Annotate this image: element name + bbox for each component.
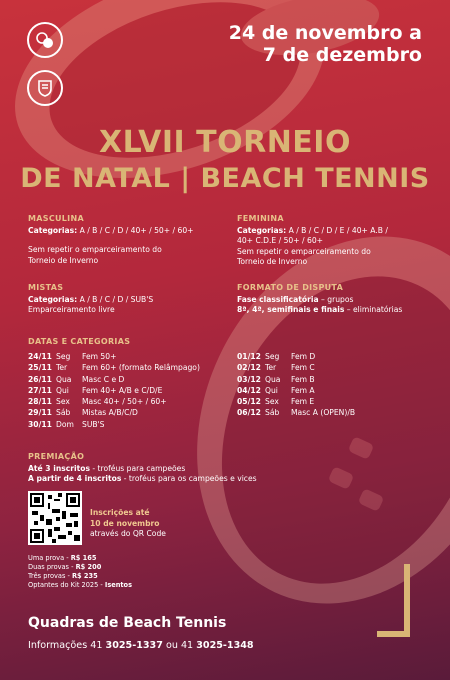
schedule-day: Ter — [56, 363, 68, 373]
schedule-date: 01/12 — [237, 352, 261, 361]
venue-name: Quadras de Beach Tennis — [28, 615, 227, 631]
corner-bracket-decoration — [377, 564, 417, 642]
schedule-date: 30/11 — [28, 419, 52, 429]
qr-code-icon[interactable] — [28, 491, 82, 545]
schedule-cat: Fem 40+ A/B e C/D/E — [82, 385, 163, 395]
schedule-day: Sáb — [56, 408, 71, 418]
schedule-day: Sex — [56, 397, 70, 407]
price-value: R$ 165 — [70, 554, 97, 562]
tennis-balls-icon — [27, 22, 63, 58]
schedule-row — [28, 396, 228, 407]
schedule-day: Ter — [265, 363, 277, 373]
schedule-cat: Fem 60+ (formato Relâmpago) — [82, 363, 200, 373]
schedule-day: Qua — [265, 374, 281, 384]
masculina-note-1: Sem repetir o emparceiramento do — [28, 245, 162, 254]
schedule-row — [28, 385, 228, 396]
schedule-row — [28, 419, 228, 430]
schedule-row — [28, 362, 228, 373]
schedule-row — [28, 374, 228, 385]
masculina-heading: MASCULINA — [28, 214, 84, 223]
formato-line-1-bold: Fase classificatória — [237, 294, 319, 304]
schedule-cat: Fem 50+ — [82, 352, 117, 361]
schedule-row — [237, 362, 432, 373]
formato-line-2-bold: 8ª, 4ª, semifinais e finais — [237, 305, 345, 314]
inscricoes-line-1: Inscrições até — [90, 508, 150, 517]
phone-info — [28, 640, 254, 651]
price-item — [28, 554, 132, 563]
price-label: Duas provas - — [28, 563, 76, 571]
club-crest-icon — [27, 70, 63, 106]
schedule-cat: Fem B — [291, 374, 315, 384]
feminina-note-1: Sem repetir o emparceiramento do — [237, 246, 371, 256]
inscricoes-line-3: através do QR Code — [90, 529, 166, 538]
schedule-cat: Fem C — [291, 363, 315, 373]
formato-line-1-rest: – grupos — [318, 294, 354, 304]
schedule-row — [28, 407, 228, 418]
schedule-date: 05/12 — [237, 397, 261, 407]
mistas-cat-value: A / B / C / D / SUB'S — [77, 294, 154, 304]
schedule-day: Seg — [56, 352, 71, 361]
schedule-date: 24/11 — [28, 352, 52, 361]
schedule-date: 02/12 — [237, 363, 261, 373]
premiacao-heading: PREMIAÇÃO — [28, 452, 85, 461]
dates-line-1: 24 de novembro a — [228, 22, 422, 44]
price-value: Isentos — [104, 581, 133, 589]
schedule-cat: Masc 40+ / 50+ / 60+ — [82, 397, 167, 407]
schedule-date: 03/12 — [237, 374, 261, 384]
formato-heading: FORMATO DE DISPUTA — [237, 283, 344, 292]
feminina-cat-value: A / B / C / D / E / 40+ A.B / — [286, 225, 388, 235]
schedule-heading: DATAS E CATEGORIAS — [28, 337, 131, 346]
schedule-day: Sex — [265, 397, 279, 407]
feminina-cat-value-2: 40+ C.D.E / 50+ / 60+ — [237, 236, 324, 245]
price-item — [28, 572, 132, 581]
mistas-note: Emparceiramento livre — [28, 305, 115, 314]
mistas-cat-label: Categorias: — [28, 294, 78, 304]
premiacao-line-2-rest: - troféus para os campeões e vices — [121, 474, 257, 483]
schedule-right — [237, 351, 432, 419]
dates-line-2: 7 de dezembro — [262, 44, 422, 66]
schedule-cat: Masc C e D — [82, 374, 125, 384]
feminina-note-2: Torneio de Inverno — [237, 257, 308, 266]
premiacao-section — [28, 452, 328, 485]
inscricoes-info — [90, 508, 166, 540]
schedule-cat: SUB'S — [82, 419, 105, 429]
phones-or: ou 41 — [162, 640, 197, 651]
mistas-heading: MISTAS — [28, 283, 64, 292]
schedule-cat: Masc A (OPEN)/B — [291, 408, 356, 418]
price-value: R$ 200 — [75, 563, 102, 571]
inscricoes-line-2: 10 de novembro — [90, 518, 160, 528]
schedule-date: 29/11 — [28, 408, 52, 418]
schedule-cat: Mistas A/B/C/D — [82, 408, 138, 418]
premiacao-line-2-bold: A partir de 4 inscritos — [28, 474, 122, 483]
schedule-day: Seg — [265, 352, 280, 361]
feminina-section — [237, 214, 427, 268]
title-line-2: DE NATAL | BEACH TENNIS — [20, 163, 430, 194]
price-label: Três provas - — [28, 572, 72, 580]
schedule-cat: Fem E — [291, 397, 315, 407]
schedule-cat: Fem D — [291, 352, 316, 361]
feminina-heading: FEMININA — [237, 214, 284, 223]
formato-section — [237, 283, 432, 316]
price-value: R$ 235 — [71, 572, 98, 580]
schedule-row — [237, 407, 432, 418]
schedule-date: 28/11 — [28, 397, 52, 407]
phone-1-link[interactable]: 3025-1337 — [105, 640, 163, 651]
schedule-left — [28, 351, 228, 430]
masculina-cat-value: A / B / C / D / 40+ / 50+ / 60+ — [77, 225, 194, 235]
schedule-date: 27/11 — [28, 385, 52, 395]
price-label: Uma prova - — [28, 554, 71, 562]
price-label: Optantes do Kit 2025 - — [28, 581, 105, 589]
schedule-day: Qua — [56, 374, 72, 384]
schedule-date: 04/12 — [237, 385, 261, 395]
schedule-day: Dom — [56, 419, 74, 429]
title-line-1: XLVII TORNEIO — [99, 125, 351, 160]
schedule-day: Sáb — [265, 408, 280, 418]
premiacao-line-1-rest: - troféus para campeões — [89, 463, 186, 473]
formato-line-2-rest: – eliminatórias — [344, 305, 403, 314]
masculina-section — [28, 214, 223, 266]
masculina-note-2: Torneio de Inverno — [28, 255, 99, 265]
schedule-row — [237, 374, 432, 385]
phones-prefix: Informações 41 — [28, 640, 106, 651]
schedule-date: 06/12 — [237, 408, 261, 418]
price-item — [28, 581, 132, 590]
schedule-row — [28, 351, 228, 362]
schedule-day: Qui — [56, 385, 69, 395]
schedule-date: 26/11 — [28, 374, 52, 384]
price-list — [28, 554, 132, 590]
schedule-day: Qui — [265, 385, 278, 395]
phone-2-link[interactable]: 3025-1348 — [196, 640, 254, 651]
schedule-heading-wrap — [28, 337, 130, 349]
schedule-row — [237, 396, 432, 407]
schedule-date: 25/11 — [28, 363, 52, 373]
mistas-section — [28, 283, 223, 316]
schedule-row — [237, 385, 432, 396]
masculina-cat-label: Categorias: — [28, 225, 78, 235]
schedule-cat: Fem A — [291, 385, 315, 395]
price-item — [28, 563, 132, 572]
premiacao-line-1-bold: Até 3 inscritos — [28, 463, 90, 473]
schedule-row — [237, 351, 432, 362]
feminina-cat-label: Categorias: — [237, 225, 287, 235]
tournament-dates — [229, 22, 422, 66]
